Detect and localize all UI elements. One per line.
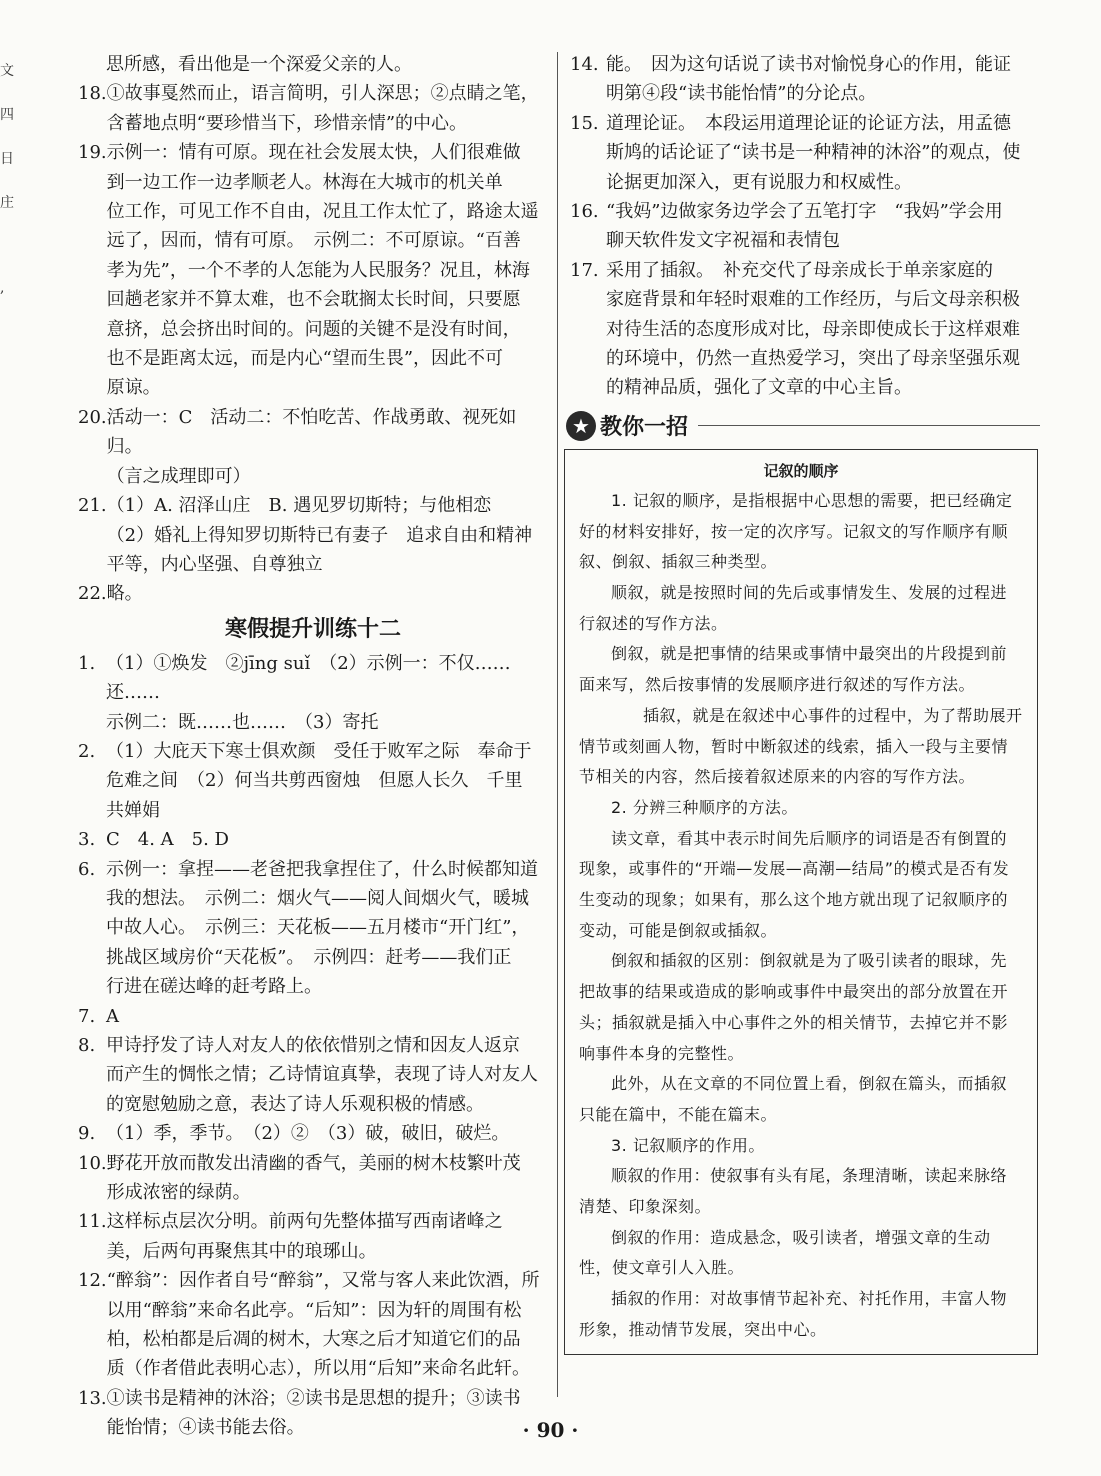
text-line: 的宽慰勉励之意，表达了诗人乐观积极的情感。 (106, 1093, 484, 1115)
binding-edge-marks: 文 四 日 庄 , (0, 63, 14, 296)
item-number: 17. (570, 259, 599, 281)
tip-paragraph: 倒叙的作用：造成悬念，吸引读者，增强文章的生动性，使文章引人入胜。 (579, 1227, 991, 1278)
text-line: “我妈”边做家务边学会了五笔打字 “我妈”学会用 (606, 201, 1003, 223)
text-line: 聊天软件发文字祝福和表情包 (606, 230, 840, 252)
text-line: C 4. A 5. D (106, 829, 229, 851)
text-line: 危难之间 （2）何当共剪西窗烛 但愿人长久 千里 (106, 770, 523, 792)
text-line: ①故事戛然而止，语言简明，引人深思；②点睛之笔， (106, 83, 539, 105)
text-line: 示例一：情有可原。现在社会发展太快，人们很难做 (106, 142, 521, 164)
tip-paragraph: 倒叙，就是把事情的结果或事情中最突出的片段提到前面来写，然后按事情的发展顺序进行叙述的写作方法。 (579, 644, 1008, 695)
item-text (106, 1031, 548, 1119)
item-text (106, 825, 548, 854)
item-number: 20. (78, 406, 107, 428)
text-line: 意挤，总会挤出时间的。问题的关键不是没有时间， (106, 318, 521, 340)
text-line: 道理论证。 本段运用道理论证的论证方法，用孟德 (606, 112, 1011, 134)
answer-item-8 (78, 1031, 548, 1119)
item-text (606, 197, 1040, 256)
tip-paragraph: 插叙，就是在叙述中心事件的过程中，为了帮助展开情节或刻画人物，暂时中断叙述的线索，插入一段与主要情节相关的内容，然后接着叙述原来的内容的写作方法。 (579, 705, 1023, 787)
tip-paragraph: 顺叙，就是按照时间的先后或事情发生、发展的过程进行叙述的写作方法。 (579, 582, 1008, 633)
tip-paragraph: 倒叙和插叙的区别：倒叙就是为了吸引读者的眼球，先把故事的结果或造成的影响或事件中最突出的部分放置在开头；插叙就是插入中心事件之外的相关情节，去掉它并不影响事件本身的完整性。 (579, 951, 1009, 1063)
text-line: 示例二：既……也…… （3）寄托 (106, 711, 379, 733)
tip-rule (698, 425, 1040, 426)
text-line: 家庭背景和年轻时艰难的工作经历，与后文母亲积极 (606, 289, 1020, 311)
answer-item-10 (78, 1149, 548, 1208)
text-line: 对待生活的态度形成对比，母亲即使成长于这样艰难 (606, 318, 1020, 340)
text-line: A (106, 1005, 119, 1027)
text-line: 示例一：拿捏——老爸把我拿捏住了，什么时候都知道 (106, 858, 538, 880)
text-line: 柏，松柏都是后凋的树木，大寒之后才知道它们的品 (106, 1329, 521, 1351)
text-line: 行进在磋达峰的赶考路上。 (106, 976, 322, 998)
text-line: 美，后两句再聚焦其中的琅琊山。 (106, 1240, 377, 1262)
tip-paragraph: 2. 分辨三种顺序的方法。 (611, 797, 798, 817)
text-line: 甲诗抒发了诗人对友人的依依惜别之情和因友人返京 (106, 1035, 520, 1056)
item-number: 14. (570, 54, 599, 75)
item-number: 22. (78, 583, 107, 605)
answer-item-17 (570, 256, 1040, 403)
tip-paragraph: 插叙的作用：对故事情节起补充、衬托作用，丰富人物形象，推动情节发展，突出中心。 (579, 1289, 1008, 1339)
text-line: （1）A. 沼泽山庄 B. 遇见罗切斯特；与他相恋 (106, 495, 492, 517)
text-line: 位工作，可见工作不自由，况且工作太忙了，路途太遥 (106, 201, 539, 223)
text-line: 以用“醉翁”来命名此亭。“后知”：因为轩的周围有松 (106, 1299, 522, 1321)
item-number: 15. (570, 112, 599, 134)
item-number: 19. (78, 142, 107, 164)
tip-paragraph: 顺叙的作用：使叙事有头有尾，条理清晰，读起来脉络清楚、印象深刻。 (579, 1166, 1008, 1217)
text-line: 原谅。 (106, 377, 161, 399)
text-line: 到一边工作一边孝顺老人。林海在大城市的机关单 (106, 171, 503, 193)
answer-item-1 (78, 649, 548, 737)
answer-item-2 (78, 737, 548, 825)
text-line: 质（作者借此表明心志），所以用“后知”来命名此轩。 (106, 1358, 531, 1380)
text-line: 斯鸠的话论证了“读书是一种精神的沐浴”的观点，使 (606, 142, 1021, 164)
tip-box-paragraphs (579, 486, 1023, 1346)
text-line: 平等，内心坚强、自尊独立 (106, 553, 323, 575)
text-line: 也不是距离太远，而是内心“望而生畏”，因此不可 (106, 348, 504, 370)
text-line: 这样标点层次分明。前两句先整体描写西南诸峰之 (106, 1211, 503, 1233)
text-line: 孝为先”，一个不孝的人怎能为人民服务？况且，林海 (106, 259, 530, 281)
text-line: （1）季，季节。 （2）② （3）破，破旧，破烂。 (106, 1123, 510, 1145)
item-text (106, 737, 548, 825)
tip-header (566, 409, 1040, 443)
text-line: 采用了插叙。 补充交代了母亲成长于单亲家庭的 (606, 259, 993, 281)
item-number: 16. (570, 201, 599, 223)
text-line: （言之成理即可） (106, 465, 251, 487)
answer-item-14 (570, 50, 1040, 109)
item-number: 11. (78, 1211, 107, 1233)
continued-text: 思所感，看出他是一个深爱父亲的人。 (106, 54, 412, 75)
text-line: 而产生的惆怅之情；乙诗情谊真挚，表现了诗人对友人 (106, 1064, 538, 1086)
item-text (606, 50, 1040, 109)
text-line: 的环境中，仍然一直热爱学习，突出了母亲坚强乐观 (606, 348, 1020, 370)
item-text (107, 403, 548, 491)
answer-item-15 (570, 109, 1040, 197)
item-text (107, 1266, 548, 1384)
text-line: 明第④段“读书能怡情”的分论点。 (606, 83, 877, 105)
text-line: 略。 (106, 583, 143, 605)
item-text (107, 1207, 548, 1266)
right-column (570, 50, 1040, 1355)
item-text (106, 1119, 548, 1148)
answer-item-21 (78, 491, 548, 579)
item-text (606, 109, 1040, 197)
answer-item-7 (78, 1002, 548, 1031)
item-number: 21. (78, 495, 107, 517)
text-line: 野花开放而散发出清幽的香气，美丽的树木枝繁叶茂 (106, 1152, 521, 1174)
text-line: 论据更加深入，更有说服力和权威性。 (606, 171, 912, 193)
tip-paragraph: 读文章，看其中表示时间先后顺序的词语是否有倒置的现象，或事件的“开端—发展—高潮—结局”的模式是否有发生变动的现象；如果有，那么这个地方就出现了记叙顺序的变动，可能是倒叙或插叙。 (579, 828, 1010, 940)
left-column (78, 50, 548, 1443)
answer-item-16 (570, 197, 1040, 256)
item-number: 12. (78, 1270, 107, 1292)
star-icon: ★ (566, 411, 596, 441)
text-line: ①读书是精神的沐浴；②读书是思想的提升；③读书 (106, 1387, 521, 1409)
answer-item-6 (78, 855, 548, 1002)
item-number: 3. (78, 829, 96, 851)
tip-paragraph: 1. 记叙的顺序，是指根据中心思想的需要，把已经确定好的材料安排好，按一定的次序写。记叙文的写作顺序有顺叙、倒叙、插叙三种类型。 (579, 490, 1013, 572)
answer-item-3 (78, 825, 548, 854)
answer-item-9 (78, 1119, 548, 1148)
text-line: 的精神品质，强化了文章的中心主旨。 (606, 377, 912, 399)
answer-item-19 (78, 138, 548, 403)
item-number: 18. (78, 83, 107, 105)
item-number: 8. (78, 1035, 96, 1056)
section-title: 寒假提升训练十二 (224, 616, 401, 642)
item-number: 6. (78, 858, 96, 880)
text-line: 活动一：C 活动二：不怕吃苦、作战勇敢、视死如归。 (106, 406, 517, 458)
tip-paragraph: 此外，从在文章的不同位置上看，倒叙在篇头，而插叙只能在篇中，不能在篇末。 (579, 1074, 1008, 1124)
text-line: （1）大庇天下寒士俱欢颜 受任于败军之际 奉命于 (106, 740, 532, 762)
item-text (106, 649, 548, 737)
tip-box (564, 449, 1038, 1355)
page-number: · 90 · (522, 1418, 579, 1442)
tip-title: 教你一招 (600, 415, 689, 441)
text-line: 能怡情；④读书能去俗。 (106, 1417, 305, 1439)
item-text (107, 1149, 548, 1208)
text-line: 回趟老家并不算太难，也不会耽搁太长时间，只要愿 (106, 289, 521, 311)
item-number: 1. (78, 652, 96, 674)
tip-paragraph: 3. 记叙顺序的作用。 (611, 1135, 765, 1155)
item-number: 9. (78, 1123, 96, 1145)
item-text (107, 79, 548, 138)
column-divider (557, 52, 558, 1397)
text-line: 形成浓密的绿荫。 (106, 1182, 251, 1204)
text-line: 远了，因而，情有可原。 示例二：不可原谅。“百善 (106, 230, 521, 252)
text-line: （2）婚礼上得知罗切斯特已有妻子 追求自由和精神 (106, 524, 533, 546)
item-number: 13. (78, 1387, 107, 1409)
item-text (107, 491, 548, 579)
item-text (606, 256, 1040, 403)
tip-box-title: 记叙的顺序 (763, 461, 839, 480)
text-line: （1）①焕发 ②jīng suǐ （2）示例一：不仅……还…… (106, 652, 511, 704)
text-line: 含蓄地点明“要珍惜当下，珍惜亲情”的中心。 (106, 112, 468, 134)
item-number: 7. (78, 1005, 96, 1027)
item-text (107, 138, 548, 403)
answer-item-22 (78, 579, 548, 608)
answer-item-11 (78, 1207, 548, 1266)
text-line: 能。 因为这句话说了读书对愉悦身心的作用，能证 (606, 54, 1011, 75)
item-text (106, 855, 548, 1002)
text-line: 挑战区域房价“天花板”。 示例四：赶考——我们正 (106, 946, 512, 968)
item-number: 2. (78, 740, 96, 762)
text-line: 我的想法。 示例二：烟火气——阅人间烟火气，暖城 (106, 887, 529, 909)
answer-item-20 (78, 403, 548, 491)
text-line: 中故人心。 示例三：天花板——五月楼市“开门红”， (106, 917, 530, 939)
item-number: 10. (78, 1152, 107, 1174)
answer-item-18 (78, 79, 548, 138)
item-text (107, 579, 548, 608)
item-text (106, 1002, 548, 1031)
text-line: 共婵娟 (106, 799, 160, 821)
answer-item-12 (78, 1266, 548, 1384)
text-line: “醉翁”：因作者自号“醉翁”，又常与客人来此饮酒，所 (106, 1270, 540, 1292)
